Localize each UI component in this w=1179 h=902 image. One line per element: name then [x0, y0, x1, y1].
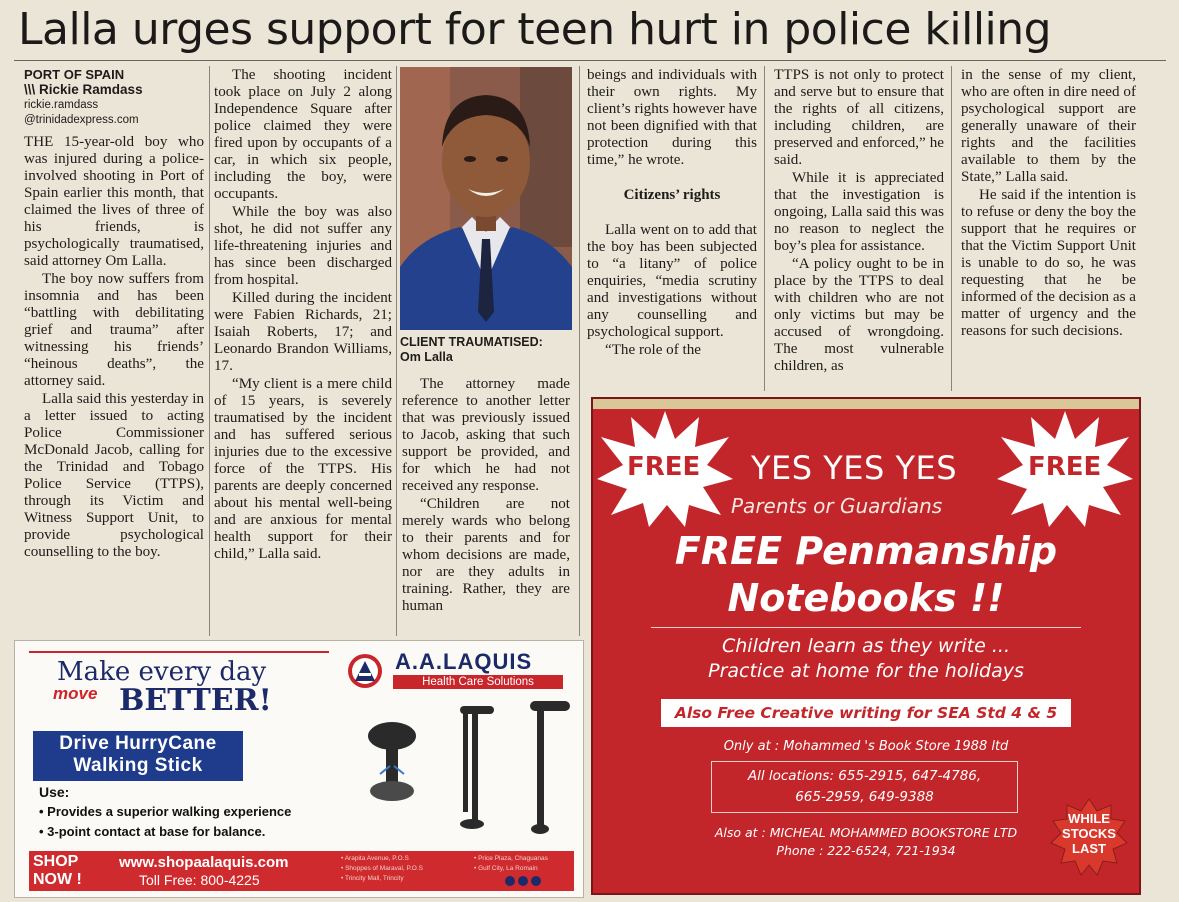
locations-box: [711, 761, 1018, 813]
store-location: • Gulf City, La Romain: [474, 865, 538, 872]
article-column-4: [587, 67, 757, 360]
paragraph: THE 15-year-old boy who was injured during a police-involved shooting in Port of Spain earlier this month, that claimed the lives of three of his friends, is psychologically traumatised, said attorney Om Lalla.: [24, 134, 204, 269]
caption-name: Om Lalla: [400, 350, 453, 364]
walking-stick-icon: [360, 696, 570, 846]
creative-writing-banner: Also Free Creative writing for SEA Std 4 & 5: [661, 699, 1071, 727]
free-label-right: FREE: [1028, 452, 1102, 482]
laquis-logo-icon: [345, 653, 385, 689]
paragraph: “My client is a mere child of 15 years, is severely traumatised by the incident and has suffered serious injuries due to the excessive force of the TTPS. His parents are deeply concerned about his mental well-being and are anxious for mental health support for their child,” Lalla said.: [214, 376, 392, 562]
article-headline: Lalla urges support for teen hurt in police killing: [18, 4, 1052, 55]
brand-name: A.A.LAQUIS: [395, 649, 533, 674]
column-rule: [579, 66, 580, 636]
subheading: Citizens’ rights: [623, 187, 721, 203]
paragraph: Lalla went on to add that the boy has been subjected to “a litany” of police enquiries, “media scrutiny and investigations without any counselling and psychological support.: [587, 222, 757, 340]
while-stocks-last-text: WHILE STOCKS LAST: [1062, 811, 1116, 856]
byline-email-domain[interactable]: @trinidadexpress.com: [24, 114, 139, 126]
ad-divider: [651, 627, 1081, 628]
photo-caption: [400, 335, 572, 365]
paragraph: Lalla said this yesterday in a letter issued to acting Police Commissioner McDonald Jacob, calling for the Trinidad and Tobago Police Service (TTPS), through its Victim and Witness Support Unit, to provide psychological counselling to the boy.: [24, 391, 204, 560]
article-column-6: [961, 67, 1136, 341]
column-rule: [396, 66, 397, 636]
headline-rule: [14, 60, 1166, 61]
ad-accent-line: [29, 651, 329, 653]
laquis-advertisement[interactable]: [14, 640, 584, 898]
article-column-5: [774, 67, 944, 376]
product-name-box: [33, 731, 243, 781]
byline-place: PORT OF SPAIN: [24, 67, 125, 82]
paragraph: The boy now suffers from insomnia and has been “battling with debilitating grief and trauma” after witnessing his friends’ “heinous deaths”, the attorney said.: [24, 271, 204, 389]
column-rule: [209, 66, 210, 636]
audience-line: Parents or Guardians: [731, 494, 943, 518]
feature-bullet: • Provides a superior walking experience: [39, 804, 292, 819]
byline-email[interactable]: rickie.ramdass: [24, 99, 99, 111]
offer-line-2: Notebooks !!: [727, 576, 1005, 620]
store-location: • Arapita Avenue, P.O.S: [341, 855, 409, 862]
toll-free-number: Toll Free: 800-4225: [139, 872, 260, 888]
ad-slogan-make: Make every day: [57, 657, 267, 687]
paragraph: “The role of the: [605, 342, 701, 358]
article-column-2: [214, 67, 392, 564]
use-label: Use:: [39, 784, 70, 800]
ad-top-strip: [593, 399, 1139, 409]
portrait-photo: [400, 67, 572, 330]
paragraph: “Children are not merely wards who belong to their parents and for whom decisions are made, nor are they adults in training. Rather, they are human: [402, 496, 570, 614]
ad-slogan-better: BETTER!: [119, 683, 272, 718]
portrait-image-icon: [400, 67, 572, 330]
feature-bullet: • 3-point contact at base for balance.: [39, 824, 266, 839]
second-store-phone: Phone : 222-6524, 721-1934: [776, 843, 956, 858]
locations-line-1: All locations: 655-2915, 647-4786,: [747, 768, 982, 784]
byline-slash-icon: \\\: [24, 82, 40, 97]
tagline-2: Practice at home for the holidays: [708, 660, 1024, 682]
offer-line-1: FREE Penmanship: [674, 529, 1058, 573]
paragraph: Killed during the incident were Fabien Richards, 21; Isaiah Roberts, 17; and Leonardo Brandon Williams, 17.: [214, 290, 392, 374]
paragraph: While it is appreciated that the investigation is ongoing, Lalla said this was no reason to neglect the boy’s plea for assistance.: [774, 170, 944, 254]
product-name-line2: Walking Stick: [73, 755, 203, 776]
paragraph: TTPS is not only to protect and serve but to ensure that the rights of all citizens, including children, are preserved and enforced,” he said.: [774, 67, 944, 168]
article-column-1: [24, 67, 204, 562]
paragraph: He said if the intention is to refuse or deny the boy the support that he requires or that the Victim Support Unit is unable to do so, he was requesting that he be informed of the decision as a matter of urgency and the reasons for such decisions.: [961, 187, 1136, 339]
paragraph: in the sense of my client, who are often in dire need of psychological support are generally unaware of their rights and the facilities available to them by the State,” Lalla said.: [961, 67, 1136, 185]
website-link[interactable]: www.shopaalaquis.com: [119, 854, 289, 871]
social-icons[interactable]: [504, 875, 544, 887]
free-notebooks-advertisement[interactable]: [591, 397, 1141, 895]
ad-slogan-move: move: [53, 684, 98, 703]
paragraph: The attorney made reference to another letter that was previously issued to Jacob, asking that such support be provided, and for which he had not received any response.: [402, 376, 570, 494]
column-rule: [764, 66, 765, 391]
article-column-3: [402, 376, 570, 616]
yes-headline: YES YES YES: [751, 449, 958, 487]
product-name-line1: Drive HurryCane: [59, 733, 217, 754]
column-rule: [951, 66, 952, 391]
second-store: Also at : MICHEAL MOHAMMED BOOKSTORE LTD: [714, 825, 1018, 840]
locations-line-2: 665-2959, 649-9388: [795, 789, 934, 805]
tagline-1: Children learn as they write ...: [722, 635, 1010, 657]
paragraph: “A policy ought to be in place by the TTPS to deal with children who are not only victims but may be accused of wrongdoing. The most vulnerable children, as: [774, 256, 944, 374]
shop-bar[interactable]: [29, 851, 574, 891]
store-location: • Price Plaza, Chaguanas: [474, 855, 548, 862]
byline-name: \\\ Rickie Ramdass: [24, 82, 143, 97]
caption-title: CLIENT TRAUMATISED:: [400, 335, 543, 349]
store-location: • Shoppes of Maraval, P.O.S: [341, 865, 424, 872]
shop-now-button[interactable]: SHOP NOW !: [33, 853, 82, 888]
store-name: Only at : Mohammed 's Book Store 1988 ltd: [723, 739, 1009, 754]
store-location: • Trincity Mall, Trincity: [341, 875, 404, 882]
paragraph: The shooting incident took place on July 2 along Independence Square after police claimed they were fired upon by occupants of a car, in which six people, including the boy, were occupants.: [214, 67, 392, 202]
free-label-left: FREE: [627, 452, 701, 482]
brand-subtitle: Health Care Solutions: [393, 675, 563, 689]
paragraph: beings and individuals with their own rights. My client’s rights however have not been dignified with that protection during this time,” he wrote.: [587, 67, 757, 168]
paragraph: While the boy was also shot, he did not suffer any life-threatening injuries and has since been discharged from hospital.: [214, 204, 392, 288]
